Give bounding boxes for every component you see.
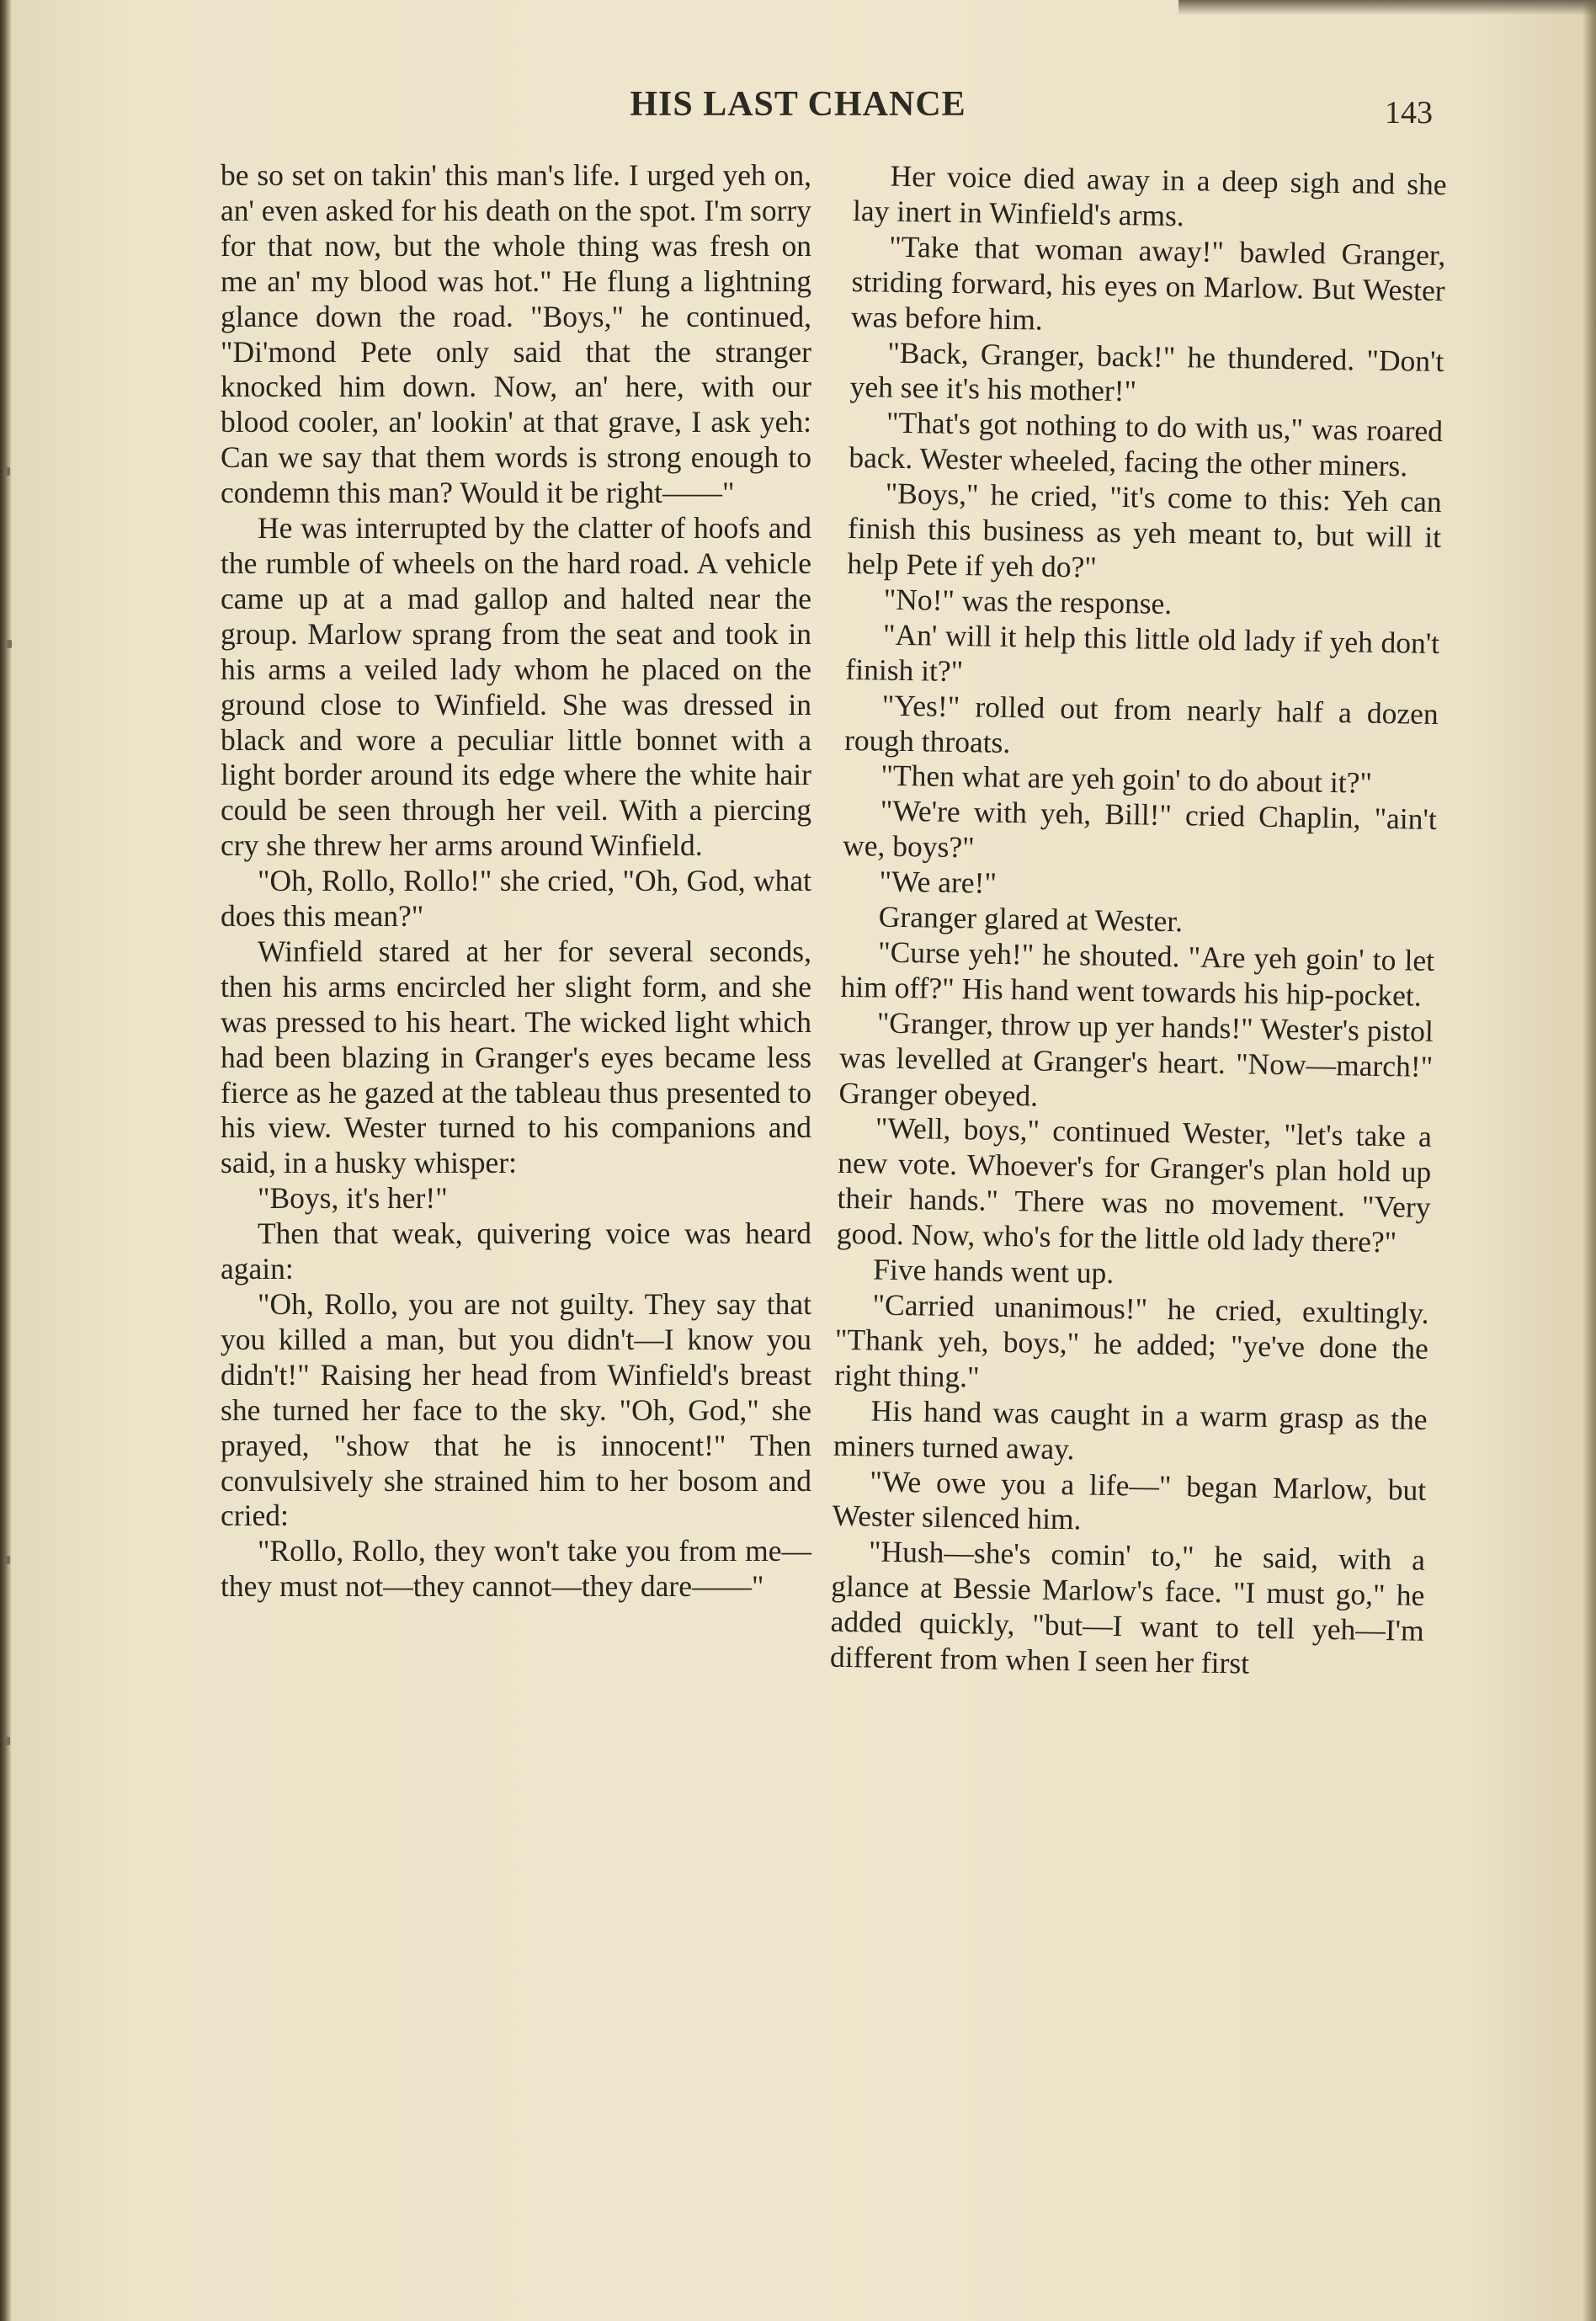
paragraph: Her voice died away in a deep sigh and she lay inert in Winfield's arms. bbox=[852, 158, 1447, 233]
margin-mark bbox=[5, 1737, 10, 1745]
running-title: HIS LAST CHANCE bbox=[630, 85, 966, 124]
book-spine-shadow bbox=[0, 0, 12, 2321]
paragraph: be so set on takin' this man's life. I urged yeh on, an' even asked for his death on the spot. I'm sorry for that now, but the whole thing was fresh on me an' my blood was hot." He flung a lightning glance down the road. "Boys," he continued, "Di'mond Pete only said that the stranger knocked him down. Now, an' here, with our blood cooler, an' lookin' at that grave, I ask yeh: Can we say that them words is strong enough to condemn this man? Would it be right——" bbox=[221, 158, 811, 510]
paragraph: Then that weak, quivering voice was heard again: bbox=[221, 1216, 811, 1286]
paragraph: "Then what are yeh goin' to do about it?" bbox=[880, 759, 1373, 801]
margin-mark bbox=[7, 640, 12, 648]
page-edge-shadow bbox=[1583, 0, 1596, 2321]
paragraph: "Boys, it's her!" bbox=[258, 1181, 448, 1216]
top-edge-shadow bbox=[1178, 0, 1596, 15]
paragraph: "No!" was the response. bbox=[883, 582, 1173, 620]
paragraph: "Well, boys," continued Wester, "let's take a new vote. Whoever's for Granger's plan hold up their hands." There was no movement. "Very good. Now, who's for the little old lady there?" bbox=[836, 1111, 1433, 1259]
paragraph: "Back, Granger, back!" he thundered. "Don't yeh see it's his mother!" bbox=[849, 335, 1444, 408]
left-column bbox=[221, 158, 811, 1605]
paragraph: "We are!" bbox=[879, 864, 998, 900]
paragraph: "An' will it help this little old lady if yeh don't finish it?" bbox=[845, 617, 1440, 688]
paragraph: "Rollo, Rollo, they won't take you from me—they must not—they cannot—they dare——" bbox=[221, 1534, 811, 1604]
margin-mark bbox=[5, 467, 10, 476]
paragraph: "Carried unanimous!" he cried, exultingly. "Thank yeh, boys," he added; "ye've done the right thing." bbox=[833, 1287, 1429, 1394]
right-column bbox=[830, 158, 1447, 1685]
paragraph: "We owe you a life—" began Marlow, but Wester silenced him. bbox=[832, 1464, 1427, 1536]
paragraph: "Oh, Rollo, you are not guilty. They say that you killed a man, but you didn't—I know you didn't!" Raising her head from Winfield's breast she turned her face to the sky. "Oh, God," she prayed, "show that he is innocent!" Then convulsively she strained him to her bosom and cried: bbox=[221, 1287, 811, 1533]
margin-mark bbox=[5, 1556, 10, 1564]
paragraph: "That's got nothing to do with us," was roared back. Wester wheeled, facing the other miners. bbox=[849, 405, 1444, 483]
paragraph: "Yes!" rolled out from nearly half a dozen rough throats. bbox=[843, 688, 1439, 759]
paragraph: Five hands went up. bbox=[872, 1252, 1115, 1291]
paragraph: "We're with yeh, Bill!" cried Chaplin, "ain't we, boys?" bbox=[842, 793, 1438, 865]
paragraph: His hand was caught in a warm grasp as the miners turned away. bbox=[833, 1393, 1428, 1466]
paragraph: "Boys," he cried, "it's come to this: Yeh can finish this business as yeh meant to, but will it help Pete if yeh do?" bbox=[847, 476, 1442, 584]
paragraph: "Oh, Rollo, Rollo!" she cried, "Oh, God, what does this mean?" bbox=[221, 864, 811, 934]
paragraph: "Hush—she's comin' to," he said, with a glance at Bessie Marlow's face. "I must go," he added quickly, "but—I want to tell yeh—I'm different from when I seen her first bbox=[829, 1534, 1426, 1680]
paragraph: He was interrupted by the clatter of hoofs and the rumble of wheels on the hard road. A vehicle came up at a mad gallop and halted near the group. Marlow sprang from the seat and took in his arms a veiled lady whom he placed on the ground close to Winfield. She was dressed in black and wore a peculiar little bonnet with a light border around its edge where the white hair could be seen through her veil. With a piercing cry she threw her arms around Winfield. bbox=[221, 511, 811, 863]
paragraph: "Take that woman away!" bawled Granger, striding forward, his eyes on Marlow. But Wester was before him. bbox=[850, 229, 1446, 337]
paragraph: "Curse yeh!" he shouted. "Are yeh goin' to let him off?" His hand went towards his hip-pocket. bbox=[840, 934, 1435, 1013]
paragraph: Granger glared at Wester. bbox=[878, 899, 1184, 939]
paragraph: Winfield stared at her for several seconds, then his arms encircled her slight form, and she was pressed to his heart. The wicked light which had been blazing in Granger's eyes became less fierce as he gazed at the tableau thus presented to his view. Wester turned to his companions and said, in a husky whisper: bbox=[221, 934, 811, 1180]
paragraph: "Granger, throw up yer hands!" Wester's pistol was levelled at Granger's heart. "Now—march!" Granger obeyed. bbox=[838, 1005, 1434, 1113]
page-number: 143 bbox=[1385, 95, 1433, 130]
